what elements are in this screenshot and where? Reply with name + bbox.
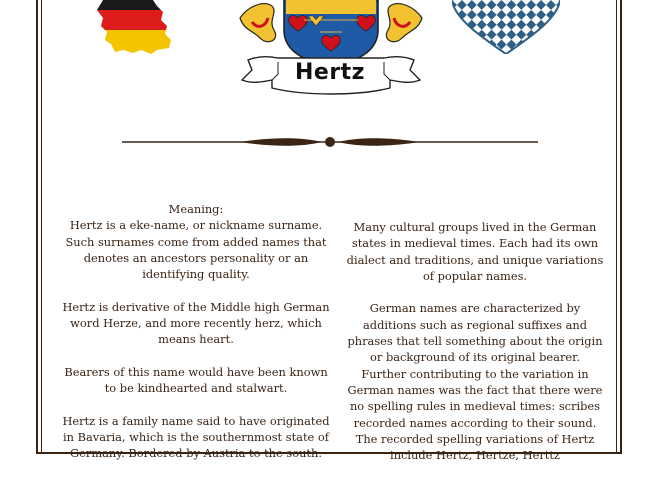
ornamental-divider-icon (122, 134, 538, 150)
meaning-paragraph: Hertz is derivative of the Middle high German word Herze, and more recently herz, which means heart. (62, 299, 330, 347)
surname-title: Hertz (294, 60, 365, 85)
meaning-paragraph: Bearers of this name would have been known to be kindhearted and stalwart. (64, 364, 328, 396)
history-column (343, 219, 607, 480)
family-crest-icon (238, 0, 424, 104)
bavaria-lozenge-heart-icon (452, 0, 560, 54)
history-paragraph: German names are characterized by additions such as regional suffixes and phrases that tell something about the origin or background of its original bearer. (347, 301, 603, 365)
germany-flag-map-icon (93, 0, 175, 54)
history-paragraph: Many cultural groups lived in the German states in medieval times. Each had its own dialect and traditions, and unique variations of popular names. (346, 220, 604, 283)
meaning-paragraph: Hertz is a family name said to have originated in Bavaria, which is the southernmost state of Germany. Bordered by Austria to the south. (62, 413, 330, 461)
meaning-heading: Meaning: (168, 202, 224, 216)
meaning-paragraph: Hertz is a eke-name, or nickname surname. Such surnames come from added names that denotes an ancestors personality or an identifying quality. (65, 218, 327, 282)
history-paragraph: Further contributing to the variation in German names was the fact that there were no spelling rules in medieval times: scribes recorded names according to their sound. The recorded spelling variations of Hertz include Hertz, Hertze, Herttz (347, 366, 603, 463)
meaning-column (62, 201, 330, 478)
